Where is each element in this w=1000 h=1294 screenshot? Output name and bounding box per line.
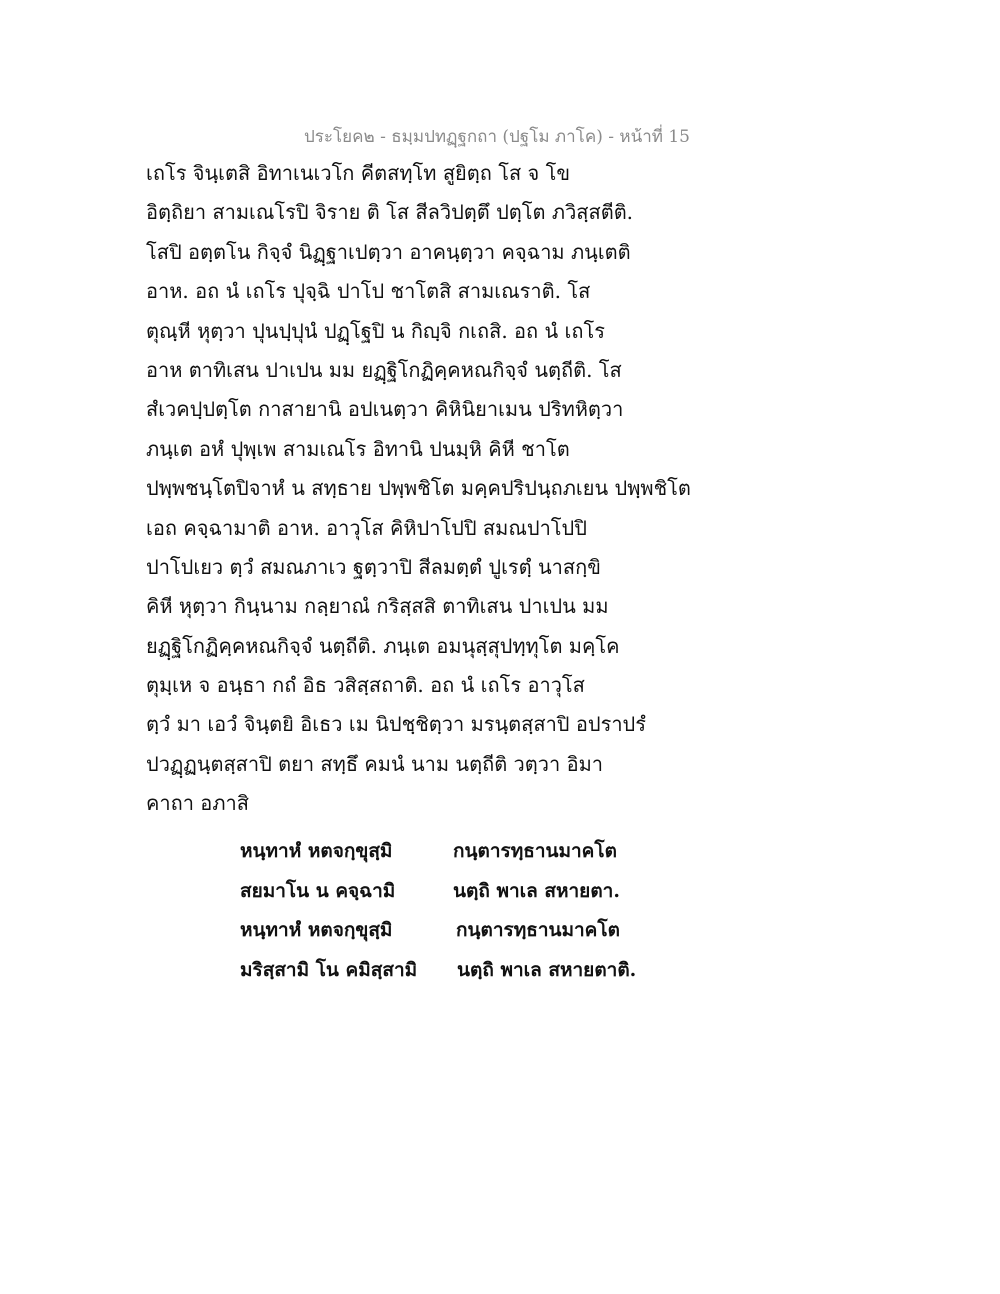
verse-row [240, 951, 660, 991]
body-line: ปาโปเยว ตฺวํ สมณภาเว ฐตฺวาปิ สีลมตฺตํ ปูเรตฺํ นาสกฺขิ [146, 554, 601, 579]
body-line: ตุมฺเห จ อนฺธา กถํ อิธ วสิสฺสถาติ. อถ นํ เถโร อาวุโส [146, 673, 585, 698]
body-line: ยฏฺฐิโกฏิคฺคหณกิจฺจํ นตฺถีติ. ภนฺเต อมนุสฺสุปทฺทุโต มคฺโค [146, 633, 620, 658]
running-header: ประโยค๒ - ธมฺมปทฏฺฐกถา (ปฐโม ภาโค) - หน้าที่ 15 [304, 127, 690, 147]
body-line: เอถ คจฺฉามาติ อาห. อาวุโส คิหิปาโปปิ สมณปาโปปิ [146, 515, 587, 540]
body-line: โสปิ อตฺตโน กิจฺจํ นิฏฺฐาเปตฺวา อาคนฺตฺวา คจฺฉาม ภนฺเตติ [146, 239, 631, 264]
body-line: อาห. อถ นํ เถโร ปุจฺฉิ ปาโป ชาโตสิ สามเณราติ. โส [146, 279, 591, 304]
body-line: อิตฺถิยา สามเณโรปิ จิราย ติ โส สีลวิปตฺตึ ปตฺโต ภวิสฺสตีติ. [146, 200, 634, 225]
verse-first-half: หนฺทาหํ หตจกฺขุสฺมิ [240, 919, 393, 941]
body-line: ปพฺพชนฺโตปิจาหํ น สทฺธาย ปพฺพชิโต มคฺคปริปนฺถภเยน ปพฺพชิโต [146, 476, 691, 501]
verse-second-half: นตฺถิ พาเล สหายตา. [453, 879, 620, 902]
verse-first-half: มริสฺสามิ โน คมิสฺสามิ [240, 958, 418, 981]
body-line: ตฺวํ มา เอวํ จินฺตยิ อิเธว เม นิปชฺชิตฺวา มรนฺตสฺสาปิ อปราปรํ [146, 712, 646, 737]
verse-second-half: กนฺตารทฺธานมาคโต [456, 919, 620, 941]
body-paragraph [146, 154, 706, 824]
verse-block [240, 832, 660, 990]
body-line: สํเวคปฺปตฺโต กาสายานิ อปเนตฺวา คิหินิยาเมน ปริทหิตฺวา [146, 397, 624, 422]
body-line: คาถา อภาสิ [146, 791, 249, 816]
verse-second-half: กนฺตารทฺธานมาคโต [453, 840, 617, 862]
body-line: ตุณฺหี หุตฺวา ปุนปฺปุนํ ปฏฺโฐปิ น กิญฺจิ กเถสิ. อถ นํ เถโร [146, 318, 605, 343]
verse-first-half: หนฺทาหํ หตจกฺขุสฺมิ [240, 840, 393, 862]
body-line: คิหี หุตฺวา กินฺนาม กลฺยาณํ กริสฺสสิ ตาทิเสน ปาเปน มม [146, 594, 609, 619]
body-line: ภนฺเต อหํ ปุพฺเพ สามเณโร อิทานิ ปนมฺหิ คิหี ชาโต [146, 436, 570, 461]
verse-second-half: นตฺถิ พาเล สหายตาติ. [457, 958, 637, 981]
verse-row [240, 911, 660, 951]
body-line: เถโร จินฺเตสิ อิทาเนเวโก คีตสทฺโท สูยิตฺถ โส จ โข [146, 161, 570, 185]
body-line: อาห ตาทิเสน ปาเปน มม ยฏฺฐิโกฏิคฺคหณกิจฺจํ นตฺถีติ. โส [146, 357, 622, 382]
verse-row [240, 872, 660, 912]
verse-first-half: สยมาโน น คจฺฉามิ [240, 879, 396, 902]
verse-row [240, 832, 660, 872]
body-line: ปวฏฺฏนฺตสฺสาปิ ตยา สทฺธึ คมนํ นาม นตฺถีติ วตฺวา อิมา [146, 751, 604, 776]
